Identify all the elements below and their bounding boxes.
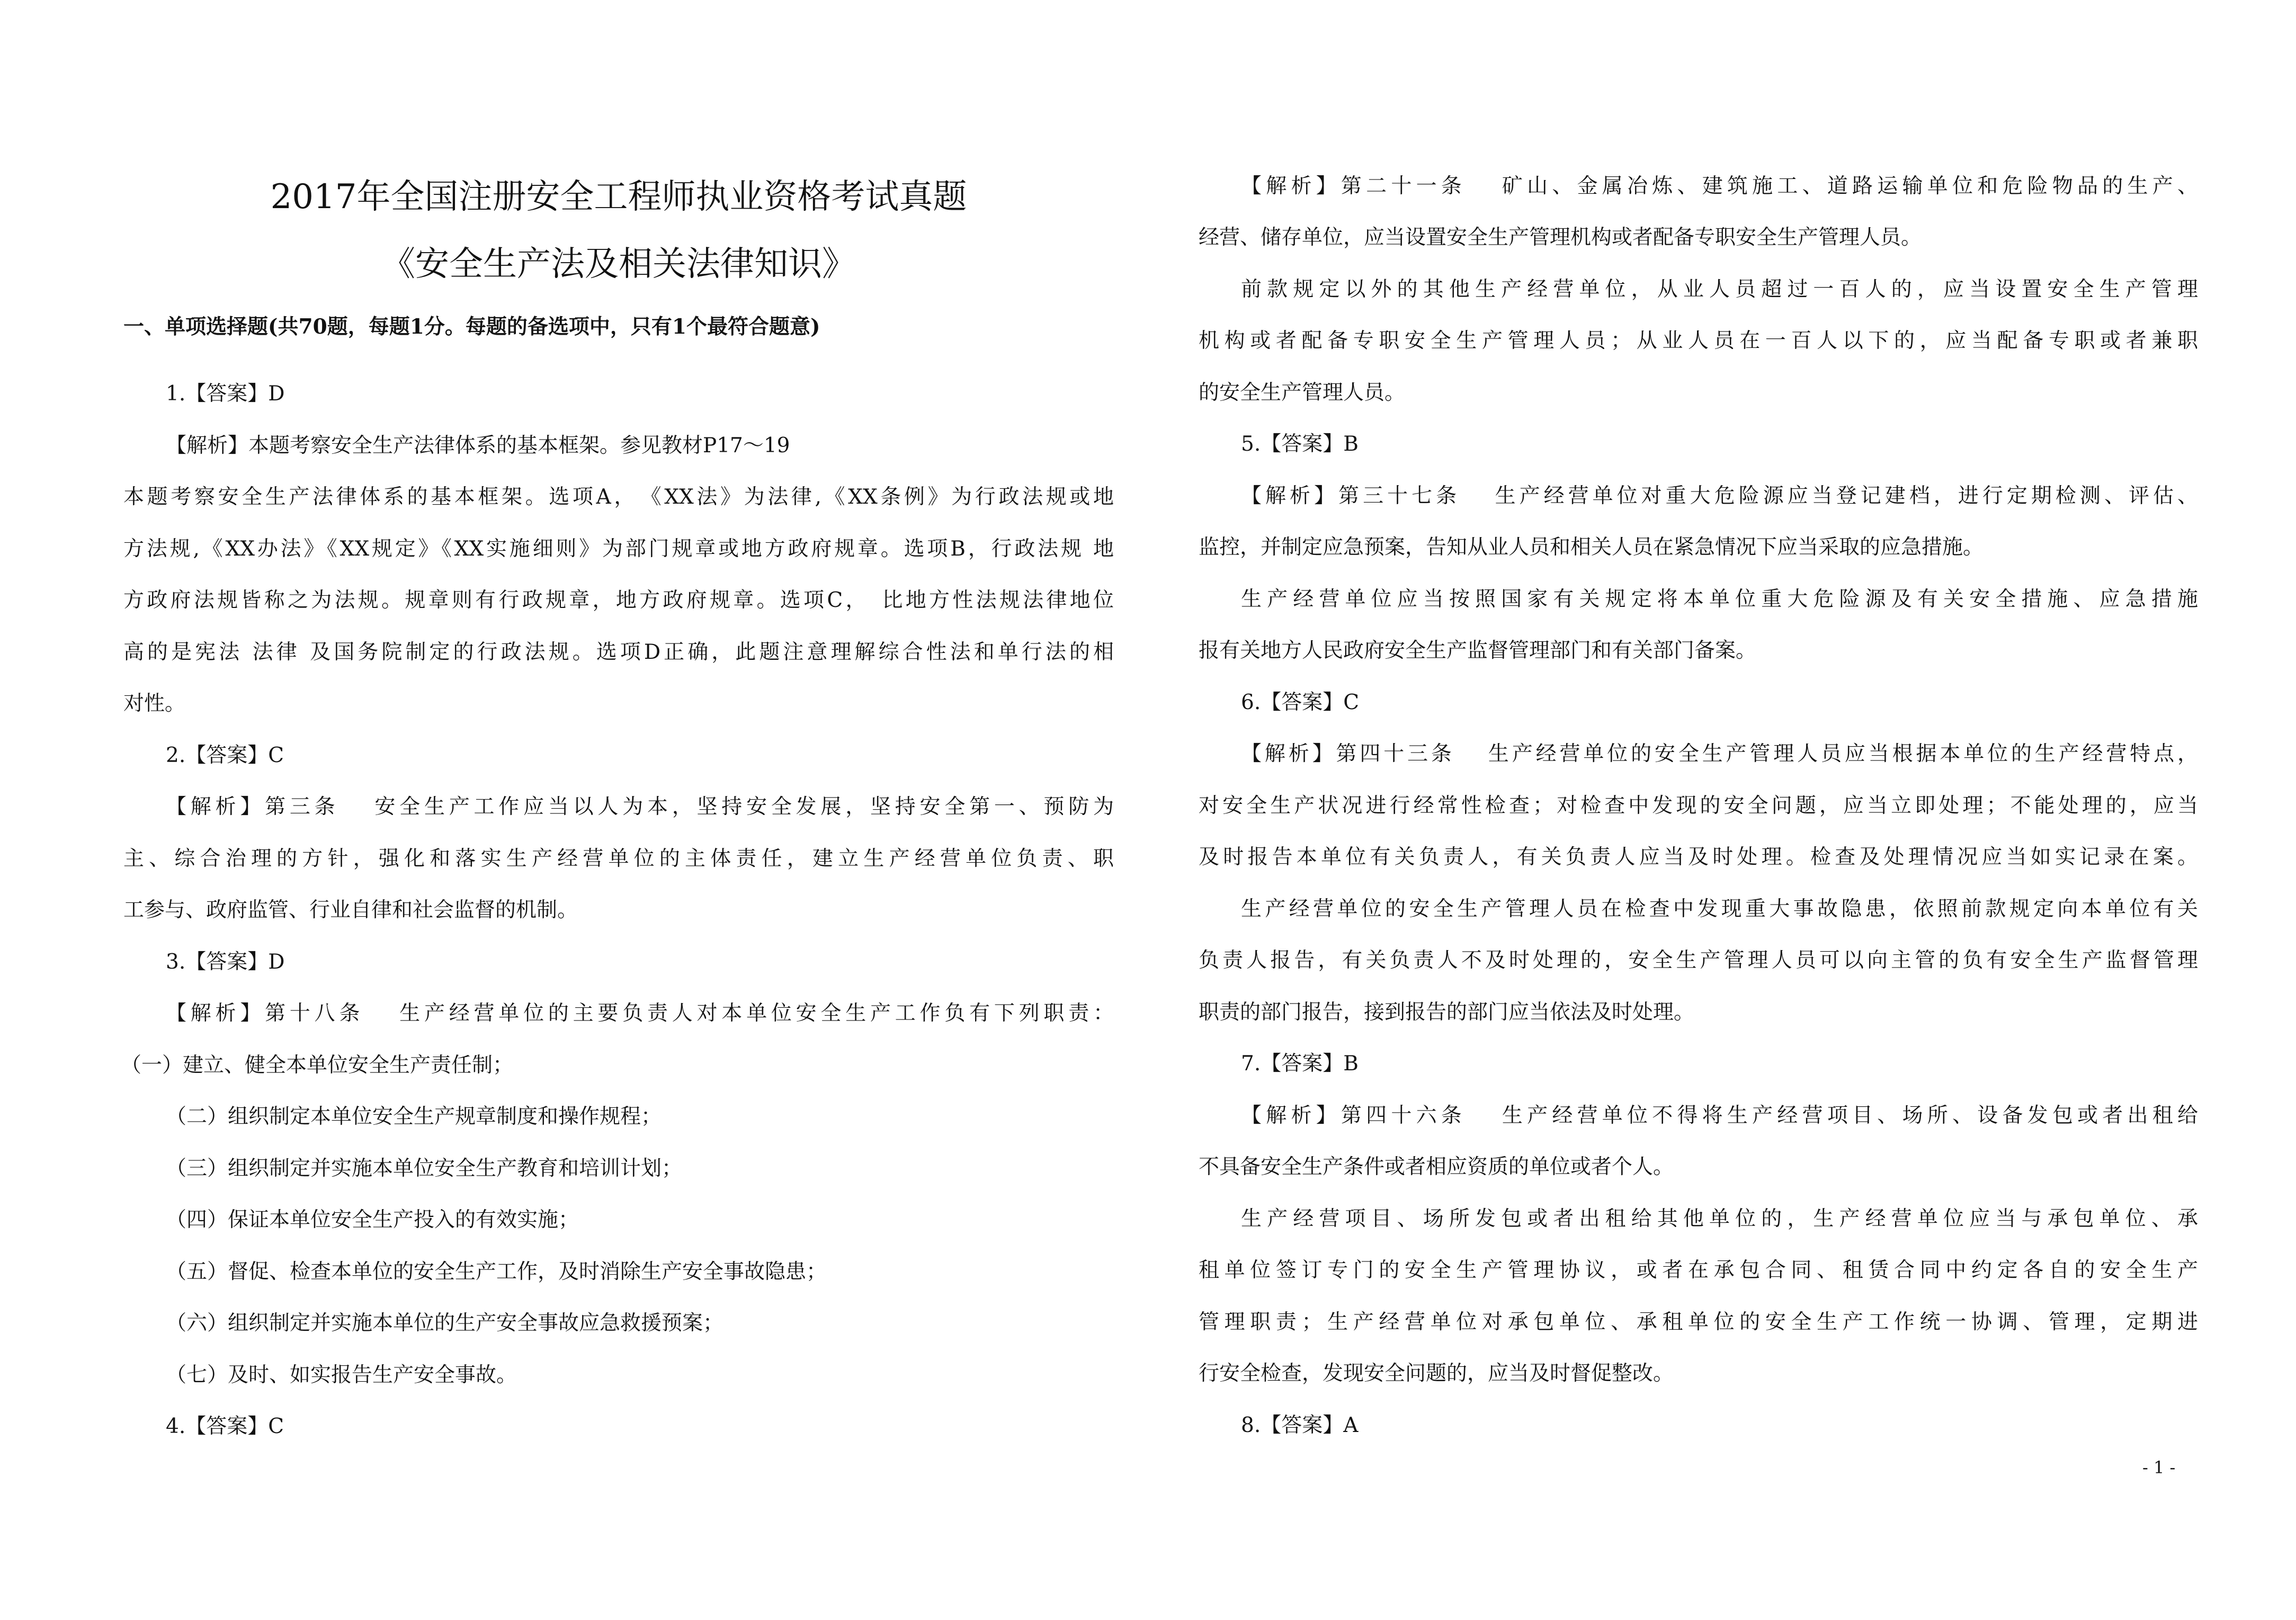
text-line: 主、综合治理的方针，强化和落实生产经营单位的主体责任，建立生产经营单位负责、职	[123, 847, 1114, 871]
duty-item: （二）组织制定本单位安全生产规章制度和操作规程；	[166, 1105, 662, 1129]
section-heading: 一、单项选择题(共70题，每题1分。每题的备选项中，只有1个最符合题意)	[123, 315, 820, 339]
text-line: 职责的部门报告，接到报告的部门应当依法及时处理。	[1199, 1000, 1695, 1024]
analysis-line: 【解析】本题考察安全生产法律体系的基本框架。参见教材P17～19	[166, 434, 790, 458]
duty-item: （四）保证本单位安全生产投入的有效实施；	[166, 1208, 579, 1232]
text-line: 生产经营项目、场所发包或者出租给其他单位的，生产经营单位应当与承包单位、承	[1241, 1207, 2198, 1231]
duty-item: （三）组织制定并实施本单位安全生产教育和培训计划；	[166, 1157, 683, 1180]
text-line: 生产经营单位的安全生产管理人员在检查中发现重大事故隐患，依照前款规定向本单位有关	[1241, 897, 2198, 921]
text-line: 及时报告本单位有关负责人，有关负责人应当及时处理。检查及处理情况应当如实记录在案。	[1199, 845, 2198, 869]
analysis-line: 【解析】第二十一条 矿山、金属冶炼、建筑施工、道路运输单位和危险物品的生产、	[1241, 174, 2198, 198]
answer-line: 5.【答案】B	[1241, 432, 1359, 456]
duty-item: （六）组织制定并实施本单位的生产安全事故应急救援预案；	[166, 1311, 724, 1335]
answer-line: 8.【答案】A	[1241, 1413, 1359, 1437]
page-number: - 1 -	[2142, 1457, 2176, 1478]
duty-item: （一）建立、健全本单位安全生产责任制；	[121, 1053, 514, 1077]
text-line: 不具备安全生产条件或者相应资质的单位或者个人。	[1199, 1155, 1674, 1179]
text-line: 行安全检查，发现安全问题的，应当及时督促整改。	[1199, 1362, 1674, 1385]
text-line: 监控，并制定应急预案，告知从业人员和相关人员在紧急情况下应当采取的应急措施。	[1199, 535, 1984, 559]
text-line: 高的是宪法 法律 及国务院制定的行政法规。选项D正确，此题注意理解综合性法和单行法的相	[123, 640, 1114, 664]
duty-item: （五）督促、检查本单位的安全生产工作，及时消除生产安全事故隐患；	[166, 1260, 827, 1284]
text-line: 机构或者配备专职安全生产管理人员；从业人员在一百人以下的，应当配备专职或者兼职	[1199, 329, 2198, 353]
analysis-line: 【解析】第十八条 生产经营单位的主要负责人对本单位安全生产工作负有下列职责：	[166, 1001, 1114, 1025]
text-line: 对性。	[123, 692, 186, 715]
text-line: 工参与、政府监管、行业自律和社会监督的机制。	[123, 898, 578, 922]
text-line: 方法规,《XX办法》《XX规定》《XX实施细则》为部门规章或地方政府规章。选项B，行政法规 地	[123, 537, 1114, 561]
text-line: 管理职责；生产经营单位对承包单位、承租单位的安全生产工作统一协调、管理，定期进	[1199, 1310, 2198, 1334]
answer-line: 6.【答案】C	[1241, 691, 1360, 714]
analysis-line: 【解析】第四十六条 生产经营单位不得将生产经营项目、场所、设备发包或者出租给	[1241, 1104, 2198, 1127]
answer-line: 3.【答案】D	[166, 950, 285, 974]
text-line: 方政府法规皆称之为法规。规章则有行政规章，地方政府规章。选项C， 比地方性法规法律地位	[123, 588, 1114, 612]
text-line: 租单位签订专门的安全生产管理协议，或者在承包合同、租赁合同中约定各自的安全生产	[1199, 1258, 2198, 1282]
text-line: 生产经营单位应当按照国家有关规定将本单位重大危险源及有关安全措施、应急措施	[1241, 587, 2198, 611]
answer-line: 7.【答案】B	[1241, 1052, 1359, 1076]
text-line: 对安全生产状况进行经常性检查；对检查中发现的安全问题，应当立即处理；不能处理的，应当	[1199, 794, 2198, 818]
text-line: 的安全生产管理人员。	[1199, 381, 1406, 405]
document-title: 2017年全国注册安全工程师执业资格考试真题	[270, 177, 967, 217]
duty-item: （七）及时、如实报告生产安全事故。	[166, 1363, 517, 1387]
text-line: 本题考察安全生产法律体系的基本框架。选项A， 《XX法》为法律,《XX条例》为行政法规或地	[123, 485, 1114, 509]
document-subtitle: 《安全生产法及相关法律知识》	[381, 245, 856, 284]
text-line: 报有关地方人民政府安全生产监督管理部门和有关部门备案。	[1199, 639, 1757, 663]
answer-line: 2.【答案】C	[166, 744, 284, 767]
analysis-line: 【解析】第三条 安全生产工作应当以人为本，坚持安全发展，坚持安全第一、预防为	[166, 795, 1114, 819]
text-line: 前款规定以外的其他生产经营单位，从业人员超过一百人的，应当设置安全生产管理	[1241, 278, 2198, 301]
answer-line: 4.【答案】C	[166, 1415, 284, 1438]
analysis-line: 【解析】第四十三条 生产经营单位的安全生产管理人员应当根据本单位的生产经营特点，	[1241, 742, 2198, 766]
analysis-line: 【解析】第三十七条 生产经营单位对重大危险源应当登记建档，进行定期检测、评估、	[1241, 484, 2198, 508]
answer-line: 1.【答案】D	[166, 382, 285, 406]
text-line: 经营、储存单位，应当设置安全生产管理机构或者配备专职安全生产管理人员。	[1199, 226, 1922, 249]
text-line: 负责人报告，有关负责人不及时处理的，安全生产管理人员可以向主管的负有安全生产监督管理	[1199, 948, 2198, 972]
